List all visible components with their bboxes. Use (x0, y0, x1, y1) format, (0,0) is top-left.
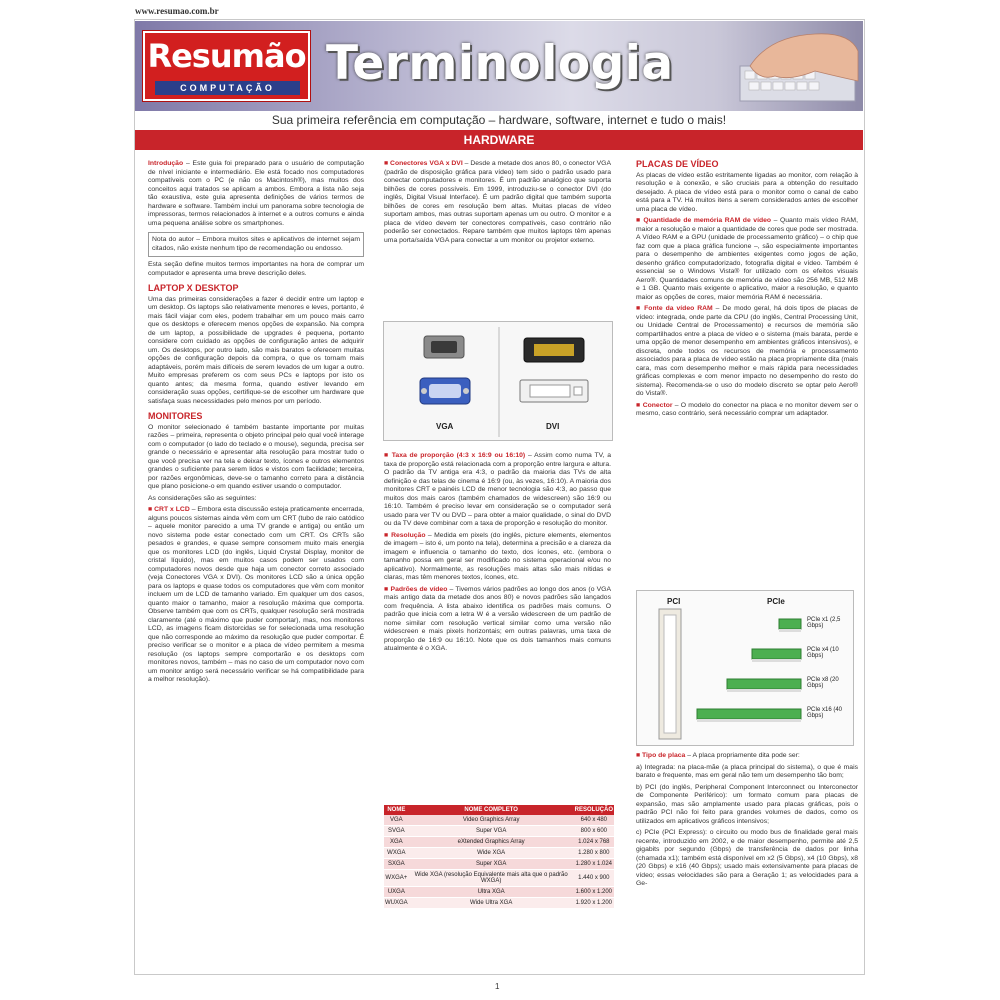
crt-lead: CRT x LCD (154, 506, 190, 513)
vga-text: – Desde a metade dos anos 80, o conector VGA (padrão de disposição gráfica para vídeo) tem sido o padrão usado para conectar computadores e monitores. É um padrão analógico que suporta bilhões de cores possíveis. Em 1999, introduziu-se o conector DVI (do inglês, Digital Visual Interface). É um padrão digital que também suporta bilhões de cores em resolução bem altas. Muitas placas de vídeo suportam ambos, mas outras suportam apenas um ou outro. O monitor e a placa de vídeo devem ter conectores compatíveis, caso contrário não poderão ser conectados. Repare também que muitos laptops têm apenas uma porta/saída VGA para conectar a um monitor ou projetor externo. (384, 160, 611, 244)
heading-laptop-desktop: LAPTOP X DESKTOP (148, 283, 239, 293)
table-cell: 800 x 600 (574, 826, 614, 837)
pcie-x1-label: PCIe x1 (2,5 Gbps) (807, 617, 841, 629)
table-cell: 1.600 x 1.200 (574, 887, 614, 898)
pcie-x16-label: PCIe x16 (40 Gbps) (807, 707, 843, 719)
heading-monitores: MONITORES (148, 411, 203, 421)
table-row (384, 859, 614, 870)
pad-text: – Tivemos vários padrões ao longo dos anos (o VGA mais antigo data da metade dos anos 80) e novos padrões são lançados com frequência. A lista abaixo identifica os padrões mais comuns. O padrão que inicia com a letra W é a versão widescreen de um padrão de nome similar com resolução vertical similar como uma versão não widescreen e mais pixels horizontais; em outras palavras, uma taxa de proporção de 16:9 ou 16:10. Note que os dois tamanhos mais comuns atualmente é o XGA. (384, 585, 611, 652)
pcie-x8-label: PCIe x8 (20 Gbps) (807, 677, 839, 689)
page-subtitle: Sua primeira referência em computação – hardware, software, internet e tudo o mais! (271, 113, 727, 127)
table-cell: SXGA (384, 859, 409, 870)
pcie-label: PCIe (767, 597, 785, 606)
vga-label: VGA (436, 422, 454, 431)
taxa-lead: Taxa de proporção (4:3 x 16:9 ou 16:10) (391, 452, 526, 459)
table-cell: 1.280 x 800 (574, 848, 614, 859)
column-3 (636, 160, 858, 422)
column-2-lower (384, 452, 611, 657)
vga-dvi-paragraph: ■ Conectores VGA x DVI – Desde a metade dos anos 80, o conector VGA (padrão de disposição gráfica para vídeo) tem sido o padrão usado para conectar computadores e monitores. É um padrão analógico que suporta bilhões de cores possíveis. Em 1999, introduziu-se o conector DVI (do inglês, Digital Visual Interface). É um padrão digital que também suporta bilhões de cores em resolução bem altas. Muitas placas de vídeo suportam ambos, mas outras suportam apenas um ou outro. O monitor e a placa de vídeo devem ter conectores compatíveis, caso contrário não poderão ser conectados. Repare também que muitos laptops têm apenas uma porta/saída VGA para conectar a um monitor ou projetor externo. (384, 160, 611, 244)
table-cell: Super XGA (409, 859, 574, 870)
table-cell: 1.440 x 900 (574, 870, 614, 887)
table-cell: SVGA (384, 826, 409, 837)
vga-dvi-figure (383, 321, 613, 441)
crt-text: – Embora esta discussão esteja praticamente encerrada, alguns poucos sistemas ainda vêm com um CRT (tubo de raio catódico – aquele monitor parecido a uma TV grande e antiga) ou então um novo sistema pode estar conectado com um CRT. Os CRTs são pesados e grandes, e quase sempre consomem muito mais energia que os monitores LCD (do inglês, Liquid Crystal Display, monitor de cristal líquido), mas em muitos casos podem ser usados com computadores novos desde que haja um conector correto associado (veja Conectores VGA x DVI). Os monitores LCD são a única opção para os laptops e quase todos os computadores que vêm com monitor incluem um de LCD de tamanho variado. Em qualquer um dos casos, quanto maior o tamanho, maior a resolução máxima que comporta. Observe também que com os CRTs, qualquer resolução será mostrada claramente (até o máximo que puder comportar), mas, nos monitores LCD, as imagens ficam distorcidas se for selecionada uma resolução que não corresponde ao máximo da resolução que puder comportar. É preciso verificar se o monitor e a placa de vídeo permitem a mesma resolução (os laptops sempre comportarão e os desktops com monitores novos, também – mas no caso de um computador novo com um monitor antigo será necessário verificar se há compatibilidade para a melhor resolução). (148, 506, 364, 683)
placas-paragraph: As placas de vídeo estão estritamente ligadas ao monitor, com relação à resolução e à conexão, e são cruciais para a obtenção do resultado desejado. A placa de vídeo está para o monitor como o canal de cabo está para a TV. Há muitos itens a serem considerados antes de escolher uma placa de vídeo. (636, 171, 858, 213)
res-lead: Resolução (391, 531, 426, 539)
conector-text: – O modelo do conector na placa e no monitor devem ser o mesmo, caso contrário, será necessário comprar um adaptador. (636, 401, 858, 417)
section-intro-paragraph: Esta seção define muitos termos importantes na hora de comprar um computador e apresenta uma breve descrição deles. (148, 261, 364, 277)
table-header-cell: NOME (384, 805, 409, 815)
tipo-a: a) Integrada: na placa-mãe (a placa principal do sistema), o que é mais barato e frequente, mas em geral não tem um desempenho tão bom; (636, 763, 858, 779)
dvi-label: DVI (546, 422, 560, 431)
table-cell: VGA (384, 815, 409, 826)
page-number: 1 (495, 982, 500, 991)
table-header-cell: RESOLUÇÃO (574, 807, 613, 813)
table-cell: Wide XGA (resolução Equivalente mais alta que o padrão WXGA) (409, 870, 574, 887)
hand-on-keyboard-image (720, 26, 860, 106)
table-cell: 640 x 480 (574, 815, 614, 826)
author-note: Nota do autor – Embora muitos sites e aplicativos de internet sejam citados, não existe nenhum tipo de recomendação ou endosso. (148, 232, 364, 257)
page-title: Terminologia (326, 36, 674, 91)
pcie-x4-label: PCIe x4 (10 Gbps) (807, 647, 839, 659)
table-cell: WXGA (384, 848, 409, 859)
intro-paragraph (148, 160, 364, 228)
column-1 (148, 160, 364, 688)
tipo-text: – A placa propriamente dita pode ser: (685, 752, 800, 759)
logo-main-text: Resumão (147, 37, 306, 75)
table-cell: Ultra XGA (409, 887, 574, 898)
qtd-text: – Quanto mais vídeo RAM, maior a resolução e maior a quantidade de cores que pode ser mostrada. A Vídeo RAM e a GPU (unidade de processamento gráfico) – o chip que faz com que a placa gráfica funcione –, são especialmente importantes para o desempenho de ambientes exigentes como jogos de ação, desenho gráfico computadorizado, fotografia digital e vídeo. Também é essencial se o Windows Vista® for utilizado com os efeitos visuais Aero®. Quantidades comuns de memória de vídeo são 256 MB, 512 MB e 1 GB. Quanto mais exigente o aplicativo, maior a resolução, e quanto maior as opções de cores, maior memória RAM é necessária. (636, 217, 858, 301)
table-row (384, 826, 614, 837)
video-standards-table (384, 805, 614, 909)
taxa-text: – Assim como numa TV, a taxa de proporção está relacionada com a proporção entre largura e altura. O padrão da TV antiga era 4:3, o padrão da maioria das TVs de alta definição e das telas de cinema é 16:9 (ou, às vezes, 16:10). A maioria dos monitores CRT e painéis LCD de menor tecnologia são 4:3, ao passo que muitos dos mais caros (também chamados de widescreen) são 16:9 ou 16:10. Também é preciso levar em consideração se o computador será usado para ver TV ou DVD – para obter a maior qualidade, o sinal do DVD ou da TV deve combinar com a taxa de proporção e resolução do monitor. (384, 452, 611, 527)
tipo-b: b) PCI (do inglês, Peripheral Component Interconnect ou Interconector de Componente Periférico): um formato comum para placas de expansão, mas são amplamente usado para placas gráficas, pois o padrão PCI não foi feito para grandes volumes de dados, como os utilizados em aplicativos gráficos intensivos; (636, 783, 858, 825)
section-header-bar (135, 130, 863, 150)
vga-lead: Conectores VGA x DVI (390, 160, 463, 167)
taxa-paragraph: ■ Taxa de proporção (4:3 x 16:9 ou 16:10) – Assim como numa TV, a taxa de proporção está relacionada com a proporção entre largura e altura. O padrão da TV antiga era 4:3, o padrão da maioria das TVs de alta definição e das telas de cinema é 16:9 (ou, às vezes, 16:10). A maioria dos monitores CRT e painéis LCD de menor tecnologia são 4:3, ao passo que muitos dos mais caros (também chamados de widescreen) são 16:9 ou 16:10. Também é preciso levar em consideração se o computador será usado para ver TV ou DVD – para obter a maior qualidade, o sinal do DVD ou da TV deve combinar com a taxa de proporção e resolução do monitor. (384, 452, 611, 527)
table-cell: WUXGA (384, 898, 409, 909)
table-cell: Super VGA (409, 826, 574, 837)
fonte-text: – De modo geral, há dois tipos de placas de vídeo: integrada, onde parte da CPU (do inglês, Central Processing Unit, ou Unidade Central de Processamento) e recursos de memória são compartilhados entre a placa de vídeo e o sistema (mais barata, perde e uma opção de menor desempenho em ambientes gráficos intensivos), e discreta, onde todos os recursos de memória e processamento associados para a placa de vídeo estão na placa propriamente dita (mais cara, mas com desempenho melhor e mais rápida para necessidades gráficas complexas e com menor impacto no desempenho do resto do sistema). Recomenda-se o uso do modelo discreto se optar pelo Aero® do Vista®. (636, 305, 859, 397)
table-row (384, 837, 614, 848)
pcie-slot-icons (697, 619, 801, 722)
pci-label: PCI (667, 597, 681, 606)
tipo-c: c) PCIe (PCI Express): o circuito ou modo bus de finalidade geral mais recente, introduzido em 2002, e de maior desempenho, permite até 2,5 gigabits por segundo (Gbps) de transferência de dados por linha (chamada x1); também está disponível em x2 (5 Gbps), x4 (10 Gbps), x8 (20 Gbps) e x16 (40 Gbps); usado mais extensivamente para placas de vídeo; essas velocidades são para a Geração 1; as velocidades para a Ge- (636, 829, 858, 887)
pci-pcie-figure (636, 590, 854, 746)
table-cell: 1.920 x 1.200 (574, 898, 614, 909)
pci-slot-icon (659, 609, 681, 739)
pad-lead: Padrões de vídeo (390, 585, 448, 593)
res-text: – Medida em pixels (do inglês, picture elements, elementos de imagem – isto é, um ponto na tela), determina a precisão e a clareza da imagem e influencia o tamanho do texto, dos ícones, etc. (embora o tamanho possa em geral ser modificado no sistema operacional e/ou no aplicativo). Normalmente, as resoluções mais altas são mais nítidas e claras, mas têm menores textos, ícones, etc. (384, 531, 611, 581)
table-cell: eXtended Graphics Array (409, 837, 574, 848)
qtd-paragraph: ■ Quantidade de memória RAM de vídeo – Quanto mais vídeo RAM, maior a resolução e maior a quantidade de cores que pode ser mostrada. A Vídeo RAM e a GPU (unidade de processamento gráfico) – o chip que faz com que a placa gráfica funcione –, são especialmente importantes para o desempenho de ambientes exigentes como jogos de ação, desenho gráfico computadorizado, fotografia digital e vídeo. Também é essencial se o Windows Vista® for utilizado com os efeitos visuais Aero®. Quantidades comuns de memória de vídeo são 256 MB, 512 MB e 1 GB. Quanto mais exigente o aplicativo, maior a resolução, e quanto maior as opções de cores, maior memória RAM é necessária. (636, 217, 858, 301)
column-2 (384, 160, 611, 248)
fonte-paragraph: ■ Fonte da vídeo RAM – De modo geral, há dois tipos de placas de vídeo: integrada, onde parte da CPU (do inglês, Central Processing Unit, ou Unidade Central de Processamento) e recursos de memória são compartilhados entre a placa de vídeo e o sistema (mais barata, perde e uma opção de menor desempenho em ambientes gráficos intensivos), e discreta, onde todos os recursos de memória e processamento associados para a placa de vídeo estão na placa propriamente dita (mais cara, mas com desempenho melhor e mais rápida para necessidades gráficas complexas e com menor impacto no desempenho do resto do sistema). Recomenda-se o uso do modelo discreto se optar pelo Aero® do Vista®. (636, 305, 859, 397)
table-row (384, 870, 614, 887)
connector-illustration (384, 322, 614, 442)
conector-lead: Conector (642, 401, 673, 409)
table-cell: Video Graphics Array (409, 815, 574, 826)
padroes-paragraph: ■ Padrões de vídeo – Tivemos vários padrões ao longo dos anos (o VGA mais antigo data da metade dos anos 80) e novos padrões são lançados com frequência. A lista abaixo identifica os padrões mais comuns. O padrão que inicia com a letra W é a versão widescreen de um padrão de nome similar com resolução vertical similar como uma versão não widescreen e mais pixels horizontais; em outras palavras, uma taxa de proporção de 16:9 ou 16:10. Note que os dois tamanhos mais comuns atualmente é o XGA. (384, 585, 611, 652)
table-cell: WXGA+ (384, 870, 409, 887)
conector-paragraph: ■ Conector – O modelo do conector na placa e no monitor devem ser o mesmo, caso contrário, será necessário comprar um adaptador. (636, 401, 858, 417)
table-row (384, 898, 614, 909)
table-header-row (384, 805, 614, 815)
table-header-cell: NOME COMPLETO (409, 805, 574, 815)
crt-lcd-paragraph: ■ CRT x LCD – Embora esta discussão esteja praticamente encerrada, alguns poucos sistemas ainda vêm com um CRT (tubo de raio catódico – aquele monitor parecido a uma TV grande e antiga) ou então um novo sistema pode estar conectado com um CRT. Os CRTs são pesados e grandes, e quase sempre consomem muito mais energia que os monitores LCD (do inglês, Liquid Crystal Display, monitor de cristal líquido), mas em muitos casos podem ser usados com computadores novos desde que haja um conector correto associado (veja Conectores VGA x DVI). Os monitores LCD são a única opção para os laptops e quase todos os computadores que vêm com monitor incluem um de LCD de tamanho variado. Em qualquer um dos casos, quanto maior o tamanho, maior a resolução máxima que comporta. Observe também que com os CRTs, qualquer resolução será mostrada claramente (até o máximo que puder comportar), mas, nos monitores LCD, as imagens ficam distorcidas se for selecionada uma resolução que não corresponde ao máximo da resolução que puder comportar. É preciso verificar se o monitor e a placa de vídeo permitem a mesma resolução (os laptops sempre comportarão e os desktops com monitores novos, também – mas no caso de um computador novo com um monitor antigo será necessário verificar se há compatibilidade para a melhor resolução). (148, 506, 364, 683)
logo-sub-text: COMPUTAÇÃO (155, 81, 300, 95)
laptop-paragraph: Uma das primeiras considerações a fazer é decidir entre um laptop e um desktop. Os laptops são relativamente menores e leves, portanto, é mais fácil viajar com eles, podem trabalhar em um pouco mais carro que os desktops e oferecem menos opções de expansão. Na compra de um laptop, a possibilidade de upgrades é pequena, portanto considere com cuidado as opções de configuração antes de adquirir um. Os desktops, por outro lado, são mais baratos e oferecem muitas opções de configuração depois da compra, o que os tornam mais adaptáveis, porém mais difíceis de serem levados de um lugar a outro. Muito empresas preferem os com seus PCs e laptops por isto os quanto antes; da mesma forma, quando estiver levando em consideração suas opções, certifique-se de escolher um hardware que satisfaça suas necessidades pelo menos por um período. (148, 295, 364, 405)
heading-placas: PLACAS DE VÍDEO (636, 159, 719, 169)
table-cell: Wide XGA (409, 848, 574, 859)
table-cell: 1.024 x 768 (574, 837, 614, 848)
pci-slots-illustration (637, 591, 855, 747)
monitores-considerations: As considerações são as seguintes: (148, 494, 257, 502)
resolucao-paragraph: ■ Resolução – Medida em pixels (do inglês, picture elements, elementos de imagem – isto é, um ponto na tela), determina a precisão e a clareza da imagem e influencia o tamanho do texto, dos ícones, etc. (embora o tamanho possa em geral ser modificado no sistema operacional e/ou no aplicativo). Normalmente, as resoluções mais altas são mais nítidas e claras, mas têm menores textos, ícones, etc. (384, 531, 611, 581)
resumao-logo (143, 31, 310, 101)
monitores-paragraph: O monitor selecionado é também bastante importante por muitas razões – primeira, representa o objeto principal pelo qual você interage com o computador (o lado do teclado e o mouse), segunda, precisa ser grande o necessário e apresentar alta resolução para mostrar tudo o que você precisa ver na tela e deixar texto, ícones e outros elementos grandes o suficiente para serem lidos e vistos com facilidade; terceira, por razões ergonômicas, deve-se o tamanho correto para a distância que plano posicione-o em quando estiver usando o computador. (148, 423, 364, 490)
intro-text: – Este guia foi preparado para o usuário de computação de nível iniciante e intermediário. Ele está focado nos computadores compatíveis com o PC (e não os Macintosh®), mas muitos dos conceitos aqui tratados se aplicam a ambos. Embora a lista não seja tão exaustiva, este guia apresenta definições de vários termos de hardware e software. Também inclui um panorama sobre tecnologia de impressoras, termos relacionados à internet e a outros comuns e ainda uma pequena análise sobre os smartphones. (148, 160, 364, 227)
table-row (384, 815, 614, 826)
vga-connector-icon (420, 336, 470, 404)
website-url[interactable]: www.resumao.com.br (135, 6, 219, 16)
table-cell: Wide Ultra XGA (409, 898, 574, 909)
qtd-lead: Quantidade de memória RAM de vídeo (643, 217, 772, 224)
intro-lead: Introdução (148, 160, 184, 167)
fonte-lead: Fonte da vídeo RAM (644, 305, 713, 312)
table-row (384, 887, 614, 898)
table-row (384, 848, 614, 859)
tipo-lead: Tipo de placa (642, 752, 686, 759)
column-3-lower (636, 752, 858, 892)
table-cell: UXGA (384, 887, 409, 898)
tipo-paragraph: ■ Tipo de placa – A placa propriamente dita pode ser: (636, 752, 800, 759)
section-title: HARDWARE (463, 133, 535, 147)
table-cell: 1.280 x 1.024 (574, 859, 614, 870)
table-cell: XGA (384, 837, 409, 848)
dvi-connector-icon (520, 338, 588, 402)
